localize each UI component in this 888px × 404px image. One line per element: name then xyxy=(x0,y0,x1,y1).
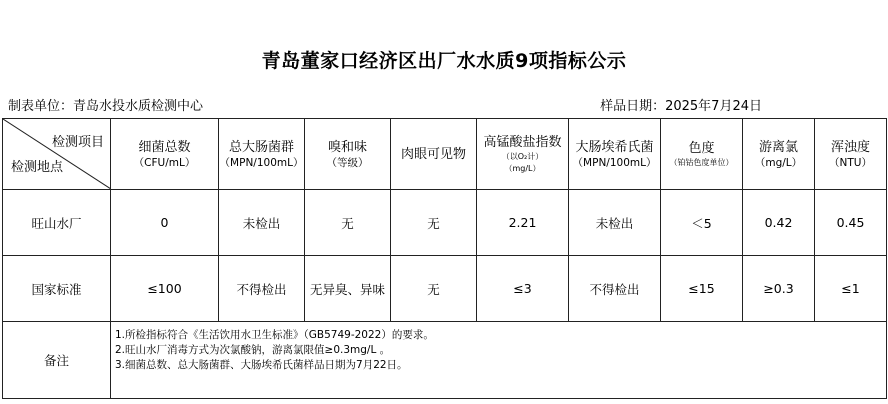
column-name: 肉眼可见物 xyxy=(400,146,466,162)
notes-cell xyxy=(111,322,887,399)
column-header xyxy=(661,119,743,190)
column-name: 色度 xyxy=(688,140,715,156)
column-name: 浑浊度 xyxy=(830,139,870,155)
column-header xyxy=(391,119,477,190)
column-header xyxy=(111,119,219,190)
value-cell: ≤1 xyxy=(815,256,887,322)
corner-label-site: 检测地点 xyxy=(11,160,64,175)
site-cell: 旺山水厂 xyxy=(3,190,111,256)
page-title: 青岛董家口经济区出厂水水质9项指标公示 xyxy=(261,50,627,72)
column-name: 大肠埃希氏菌 xyxy=(575,139,654,155)
value-cell: ≤3 xyxy=(477,256,569,322)
column-unit: （以O₂计） xyxy=(501,151,544,161)
column-name: 游离氯 xyxy=(758,139,798,155)
value-cell: 无 xyxy=(391,256,477,322)
sample-date: 样品日期：2025年7月24日 xyxy=(600,99,762,114)
column-unit: （mg/L） xyxy=(754,156,803,169)
value-cell: 0.42 xyxy=(743,190,815,256)
value-cell: 不得检出 xyxy=(219,256,305,322)
value-cell: ≤100 xyxy=(111,256,219,322)
site-cell: 国家标准 xyxy=(3,256,111,322)
notes-row xyxy=(3,322,887,399)
column-unit: （MPN/100mL） xyxy=(572,156,657,169)
column-name: 总大肠菌群 xyxy=(228,139,294,155)
column-name: 高锰酸盐指数 xyxy=(483,134,562,150)
corner-label-item: 检测项目 xyxy=(51,135,104,150)
column-name: 嗅和味 xyxy=(327,139,367,155)
column-unit: （MPN/100mL） xyxy=(219,156,304,169)
column-unit: （铂钴色度单位） xyxy=(669,157,734,167)
issuing-unit: 制表单位：青岛水投水质检测中心 xyxy=(8,99,204,114)
note-line: 2.旺山水厂消毒方式为次氯酸钠，游离氯限值≥0.3mg/L 。 xyxy=(115,344,391,356)
value-cell: ≤15 xyxy=(661,256,743,322)
value-cell: 0 xyxy=(111,190,219,256)
notes-label: 备注 xyxy=(3,322,111,399)
column-unit: （CFU/mL） xyxy=(133,156,196,169)
value-cell: 无 xyxy=(391,190,477,256)
column-header xyxy=(219,119,305,190)
note-line: 1.所检指标符合《生活饮用水卫生标准》（GB5749-2022）的要求。 xyxy=(115,329,434,341)
corner-diagonal xyxy=(3,119,111,189)
table-row xyxy=(3,256,887,322)
value-cell: 2.21 xyxy=(477,190,569,256)
value-cell: 未检出 xyxy=(219,190,305,256)
column-header xyxy=(477,119,569,190)
column-header xyxy=(569,119,661,190)
column-unit: （等级） xyxy=(326,156,369,169)
column-unit: （NTU） xyxy=(829,156,872,169)
value-cell: 无 xyxy=(305,190,391,256)
column-header xyxy=(815,119,887,190)
column-name: 细菌总数 xyxy=(138,139,191,155)
table-row xyxy=(3,190,887,256)
value-cell: 0.45 xyxy=(815,190,887,256)
value-cell: ＜5 xyxy=(661,190,743,256)
corner-header-cell xyxy=(3,119,111,190)
column-header xyxy=(305,119,391,190)
value-cell: 未检出 xyxy=(569,190,661,256)
note-line: 3.细菌总数、总大肠菌群、大肠埃希氏菌样品日期为7月22日。 xyxy=(115,359,408,371)
value-cell: ≥0.3 xyxy=(743,256,815,322)
value-cell: 不得检出 xyxy=(569,256,661,322)
value-cell: 无异臭、异味 xyxy=(305,256,391,322)
column-unit-2: （mg/L） xyxy=(504,163,541,173)
column-header xyxy=(743,119,815,190)
water-quality-table xyxy=(2,118,887,399)
header-row xyxy=(3,119,887,190)
